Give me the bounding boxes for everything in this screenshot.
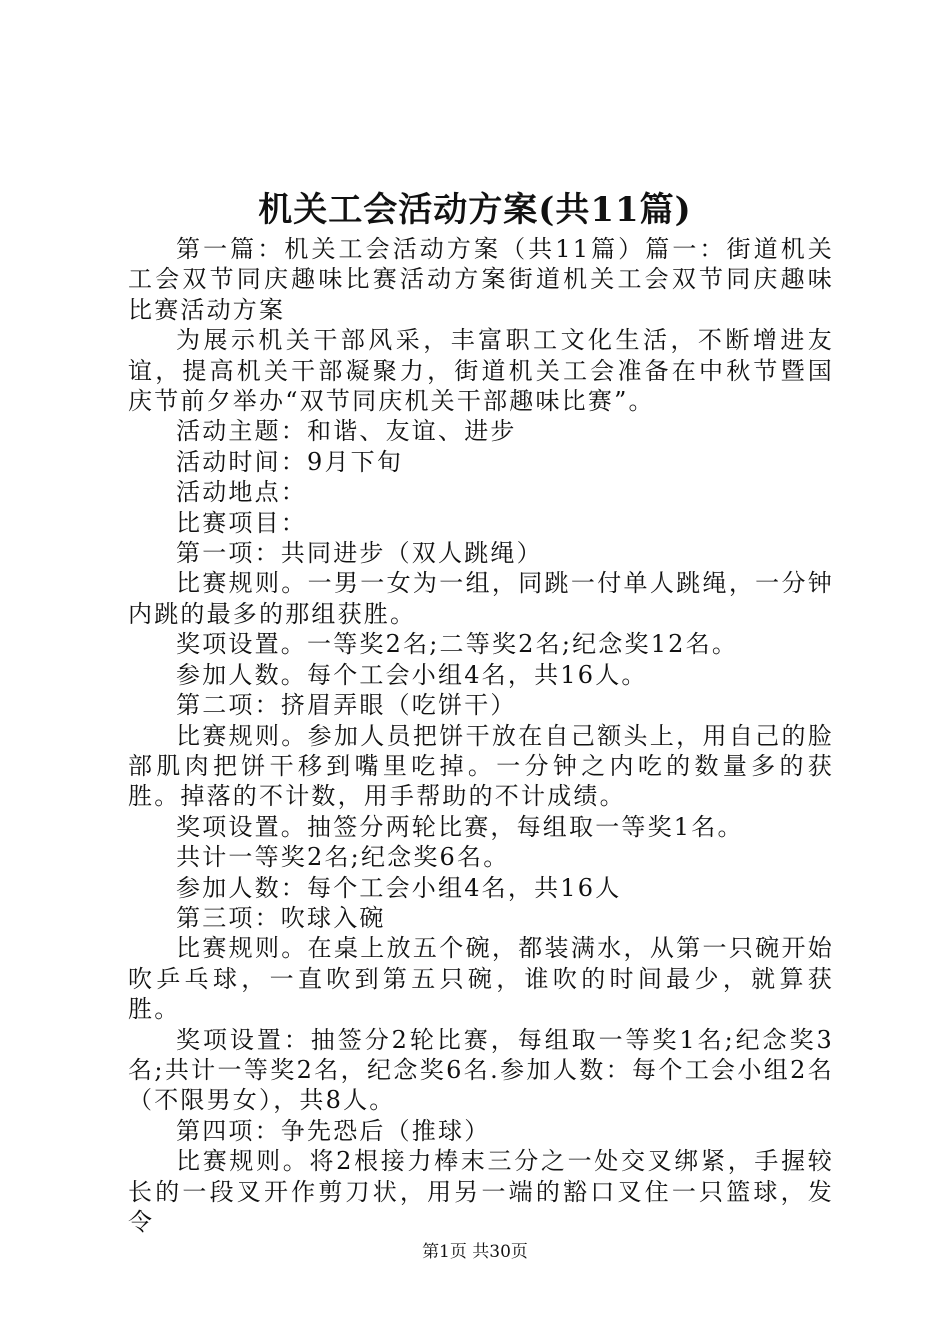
paragraph: 比赛规则。将2根接力棒末三分之一处交叉绑紧，手握较长的一段叉开作剪刀状，用另一端的豁口叉住一只篮球，发令 [128, 1147, 834, 1236]
paragraph: 比赛规则。一男一女为一组，同跳一付单人跳绳，一分钟内跳的最多的那组获胜。 [128, 569, 834, 628]
paragraph: 第三项：吹球入碗 [176, 903, 386, 932]
paragraph: 参加人数：每个工会小组4名，共16人 [176, 873, 622, 902]
paragraph: 奖项设置。一等奖2名;二等奖2名;纪念奖12名。 [176, 630, 739, 659]
paragraph: 第一项：共同进步（双人跳绳） [176, 539, 543, 568]
paragraph: 比赛项目： [176, 508, 307, 537]
paragraph: 奖项设置。抽签分两轮比赛，每组取一等奖1名。 [176, 812, 744, 841]
document-title: 机关工会活动方案(共11篇) [258, 190, 692, 230]
paragraph: 参加人数。每个工会小组4名，共16人。 [176, 660, 648, 689]
paragraph: 第四项：争先恐后（推球） [176, 1116, 491, 1145]
paragraph: 活动主题：和谐、友谊、进步 [176, 417, 517, 446]
paragraph: 比赛规则。在桌上放五个碗，都装满水，从第一只碗开始吹乒乓球，一直吹到第五只碗，谁吹的时间最少，就算获胜。 [128, 934, 834, 1024]
paragraph: 第二项：挤眉弄眼（吃饼干） [176, 691, 517, 720]
paragraph: 比赛规则。参加人员把饼干放在自己额头上，用自己的脸部肌肉把饼干移到嘴里吃掉。一分钟之内吃的数量多的获胜。掉落的不计数，用手帮助的不计成绩。 [128, 721, 834, 811]
paragraph: 第一篇：机关工会活动方案（共11篇）篇一：街道机关工会双节同庆趣味比赛活动方案街道机关工会双节同庆趣味比赛活动方案 [128, 235, 834, 324]
paragraph: 活动时间：9月下旬 [176, 447, 404, 476]
paragraph: 为展示机关干部风采，丰富职工文化生活，不断增进友谊，提高机关干部凝聚力，街道机关工会准备在中秋节暨国庆节前夕举办“双节同庆机关干部趣味比赛”。 [128, 326, 834, 416]
document-body [128, 234, 834, 1237]
page-footer: 第1页 共30页 [422, 1242, 528, 1262]
paragraph: 奖项设置：抽签分2轮比赛，每组取一等奖1名;纪念奖3名;共计一等奖2名，纪念奖6名.参加人数：每个工会小组2名（不限男女），共8人。 [128, 1025, 834, 1115]
paragraph: 共计一等奖2名;纪念奖6名。 [176, 843, 510, 872]
paragraph: 活动地点： [176, 478, 307, 507]
